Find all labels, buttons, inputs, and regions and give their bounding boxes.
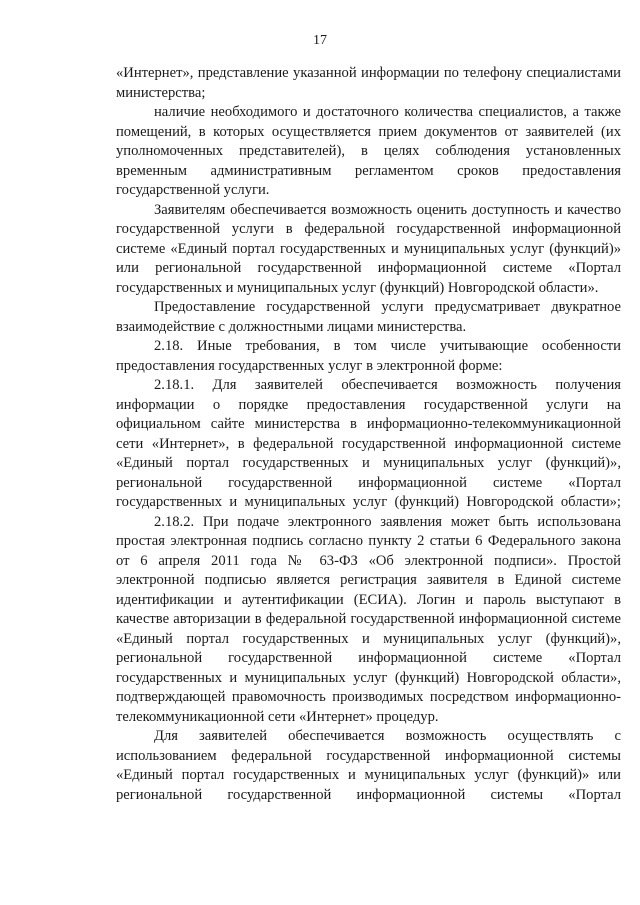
paragraph-evaluate-quality: Заявителям обеспечивается возможность оценить доступность и качество государственной услуги в федеральной государственной информационной системе «Единый портал государственных и муниципальных услуг (функций)» или региональной государственной информационной системе «Портал государственных и муниципальных услуг (функций) Новгородской области». [116, 201, 621, 296]
page-number: 17 [313, 33, 327, 48]
paragraph-2-18: 2.18. Иные требования, в том числе учитывающие особенности предоставления государственных услуг в электронной форме: [116, 338, 621, 374]
document-body [116, 64, 621, 805]
paragraph-continuation: «Интернет», представление указанной информации по телефону специалистами министерства; [116, 65, 621, 101]
paragraph-interaction: Предоставление государственной услуги предусматривает двукратное взаимодействие с должностными лицами министерства. [116, 299, 621, 335]
paragraph-2-18-2: 2.18.2. При подаче электронного заявления может быть использована простая электронная подпись согласно пункту 2 статьи 6 Федерального закона от 6 апреля 2011 года № 63-ФЗ «Об электронной подписи». Простой электронной подписью является регистрация заявителя в Единой системе идентификации и аутентификации (ЕСИА). Логин и пароль выступают в качестве авторизации в федеральной государственной информационной системе «Единый портал государственных и муниципальных услуг (функций)», региональной государственной информационной системе «Портал государственных и муниципальных услуг (функций) Новгородской области», подтверждающей правомочность производимых посредством информационно-телекоммуникационной сети «Интернет» процедур. [116, 513, 621, 725]
paragraph-2-18-1: 2.18.1. Для заявителей обеспечивается возможность получения информации о порядке предоставления государственной услуги на официальном сайте министерства в информационно-телекоммуникационной сети «Интернет», в федеральной государственной информационной системе «Единый портал государственных и муниципальных услуг (функций)», региональной государственной информационной системе «Портал государственных и муниципальных услуг (функций) Новгородской области»; [116, 377, 621, 510]
paragraph-specialists: наличие необходимого и достаточного количества специалистов, а также помещений, в которых осуществляется прием документов от заявителей (их уполномоченных представителей), в целях соблюдения установленных временным административным регламентом сроков предоставления государственной услуги. [116, 104, 621, 198]
paragraph-applicants-use: Для заявителей обеспечивается возможность осуществлять с использованием федеральной государственной информационной системы «Единый портал государственных и муниципальных услуг (функций)» или региональной государственной информационной системы «Портал [116, 728, 621, 803]
